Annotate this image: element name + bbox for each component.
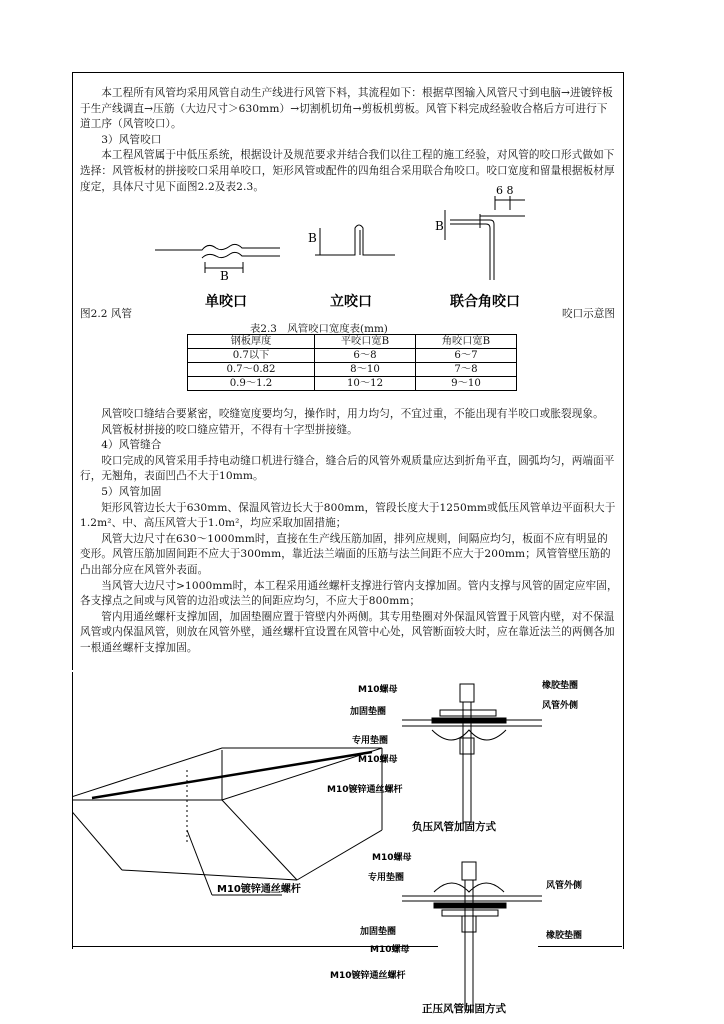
dim-68: 6 8 bbox=[496, 184, 514, 197]
neg-rubber: 橡胶垫圈 bbox=[542, 681, 579, 691]
heading-reinforcement: 5）风管加固 bbox=[101, 485, 162, 498]
pos-outer: 风管外侧 bbox=[546, 881, 583, 891]
text-block-middle bbox=[80, 407, 618, 657]
paragraph-seaming: 本工程风管属于中低压系统，根据设计及规范要求并结合我们以往工程的施工经验，对风管的咬口形式做如下选择：风管板材的拼接咬口采用单咬口，矩形风管或配件的四角组合采用联合角咬口。咬口宽度和留量根据板材厚度定，具体尺寸见下面图2.2及表2.3。 bbox=[80, 149, 615, 193]
label-joint-seam: 联合角咬口 bbox=[450, 294, 520, 310]
table-header: 角咬口宽B bbox=[416, 335, 517, 349]
neg-reinforce-washer: 加固垫圈 bbox=[350, 707, 387, 717]
paragraph-seam-staggering: 风管板材拼接的咬口缝应错开，不得有十字型拼接缝。 bbox=[101, 423, 358, 436]
table-cell: 7～8 bbox=[416, 363, 517, 377]
negative-pressure-drawing bbox=[402, 684, 542, 822]
table-cell: 6～8 bbox=[315, 349, 416, 363]
neg-nut-bottom: M10螺母 bbox=[358, 755, 398, 765]
figure-caption-left: 图2.2 风管 bbox=[80, 308, 132, 320]
positive-pressure-drawing bbox=[402, 862, 542, 1010]
label-single-seam: 单咬口 bbox=[205, 294, 247, 310]
table-row bbox=[188, 363, 517, 377]
neg-nut-top: M10螺母 bbox=[358, 685, 398, 695]
table-cell: 6～7 bbox=[416, 349, 517, 363]
table-row bbox=[188, 377, 517, 391]
table-header: 平咬口宽B bbox=[315, 335, 416, 349]
pos-rod: M10镀锌通丝螺杆 bbox=[330, 971, 406, 981]
pos-special-washer: 专用垫圈 bbox=[368, 873, 405, 883]
table-header-row bbox=[188, 335, 517, 349]
table-cell: 0.7以下 bbox=[188, 349, 315, 363]
neg-special-washer: 专用垫圈 bbox=[352, 736, 389, 746]
pos-reinforce-washer: 加固垫圈 bbox=[360, 927, 397, 937]
neg-title: 负压风管加固方式 bbox=[412, 821, 496, 833]
table-cell: 0.7～0.82 bbox=[188, 363, 315, 377]
table-cell: 9～10 bbox=[416, 377, 517, 391]
figure-caption-right: 咬口示意图 bbox=[562, 308, 615, 320]
paragraph-reinforcement-3: 当风管大边尺寸>1000mm时，本工程采用通丝螺杆支撑进行管内支撑加固。管内支撑与风管的固定应牢固，各支撑点之间或与风管的边沿或法兰的间距应均匀，不应大于800mm； bbox=[80, 579, 618, 608]
text-block-top bbox=[80, 86, 618, 195]
table-cell: 10～12 bbox=[315, 377, 416, 391]
neg-outer: 风管外侧 bbox=[542, 701, 579, 711]
pos-nut-bottom: M10螺母 bbox=[370, 945, 410, 955]
paragraph-production-line: 本工程所有风管均采用风管自动生产线进行风管下料，其流程如下：根据草图输入风管尺寸到电脑→进镀锌板于生产线调直→压筋（大边尺寸＞630mm）→切割机切角→剪板机剪板。风管下料完成经验收合格后方可进行下道工序（风管咬口）。 bbox=[80, 87, 613, 131]
table-cell: 0.9～1.2 bbox=[188, 377, 315, 391]
pos-nut-top: M10螺母 bbox=[372, 853, 412, 863]
dim-b-joint: B bbox=[435, 219, 444, 233]
joint-seam-drawing bbox=[450, 220, 494, 280]
paragraph-reinforcement-2: 风管大边尺寸在630～1000mm时，直接在生产线压筋加固，排列应规则，间隔应均匀，板面不应有明显的变形。风管压筋加固间距不应大于300mm，靠近法兰端面的压筋与法兰间距不应大于200mm；风管管壁压筋的凸出部分应在风管外表面。 bbox=[80, 532, 611, 576]
neg-rod: M10镀锌通丝螺杆 bbox=[327, 785, 403, 795]
pos-rubber: 橡胶垫圈 bbox=[546, 931, 583, 941]
table-cell: 8～10 bbox=[315, 363, 416, 377]
dim-b-vertical: B bbox=[308, 231, 317, 245]
paragraph-reinforcement-1: 矩形风管边长大于630mm、保温风管边长大于800mm，管段长度大于1250mm或低压风管单边平面积大于1.2m²、中、高压风管大于1.0m²，均应采取加固措施； bbox=[80, 501, 616, 530]
paragraph-reinforcement-4: 管内用通丝螺杆支撑加固，加固垫圈应置于管壁内外两侧。其专用垫圈对外保温风管置于风管内壁，对不保温风管或内保温风管，则放在风管外壁，通丝螺杆宜设置在风管中心处，风管断面较大时，应在靠近法兰的两侧各加一根通丝螺杆支撑加固。 bbox=[80, 610, 615, 654]
duct-box-drawing bbox=[72, 748, 382, 895]
label-vertical-seam: 立咬口 bbox=[330, 294, 372, 310]
reinforcement-diagrams bbox=[72, 670, 622, 1024]
seam-width-table bbox=[187, 334, 517, 391]
box-rod-label: M10镀锌通丝螺杆 bbox=[217, 884, 301, 895]
seam-figure bbox=[150, 180, 530, 315]
heading-seaming: 3）风管咬口 bbox=[101, 133, 162, 146]
single-seam-drawing bbox=[155, 244, 280, 250]
vertical-seam-drawing bbox=[315, 225, 395, 255]
heading-stitching: 4）风管缝合 bbox=[101, 439, 162, 452]
table-header: 钢板厚度 bbox=[188, 335, 315, 349]
dim-b-single: B bbox=[220, 269, 229, 283]
paragraph-stitching: 咬口完成的风管采用手持电动缝口机进行缝合，缝合后的风管外观质量应达到折角平直，圆弧均匀，两端面平行，无翘角，表面凹凸不大于10mm。 bbox=[80, 454, 615, 483]
table-row bbox=[188, 349, 517, 363]
pos-title: 正压风管加固方式 bbox=[422, 1003, 506, 1015]
paragraph-seam-quality: 风管咬口缝结合要紧密，咬缝宽度要均匀，操作时，用力均匀，不宜过重，不能出现有半咬口或胀裂现象。 bbox=[101, 408, 604, 420]
table-caption: 表2.3 风管咬口宽度表(mm) bbox=[250, 323, 388, 335]
